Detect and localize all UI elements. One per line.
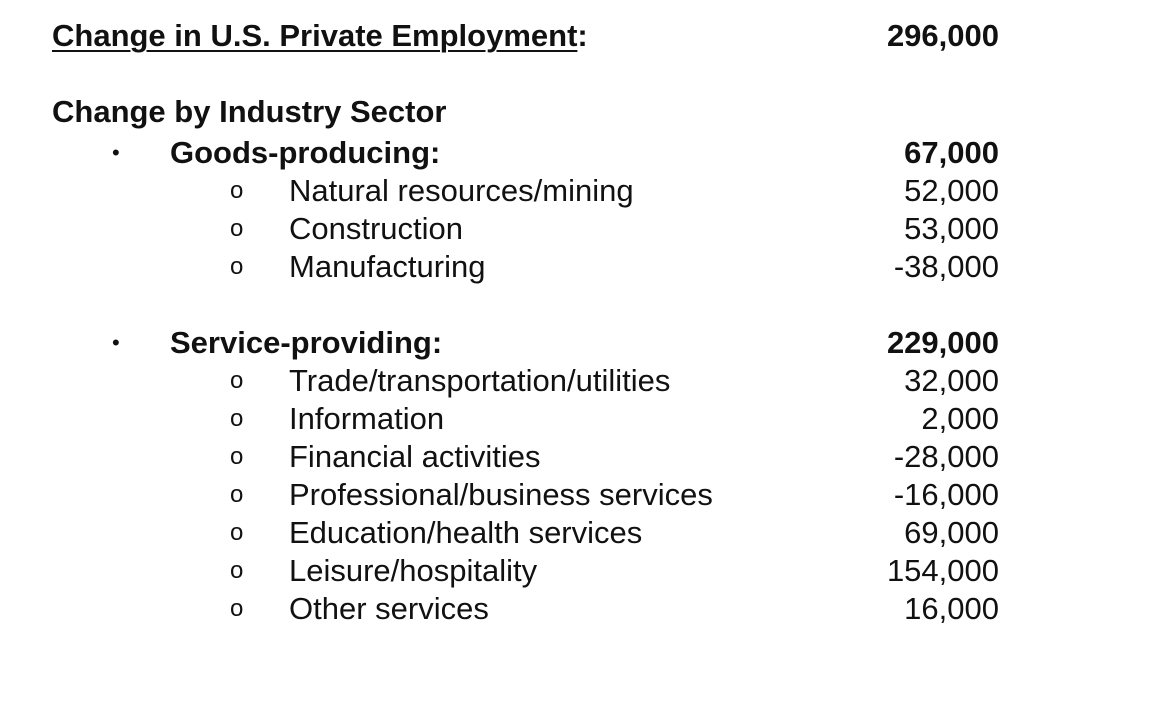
industry-value: -16,000	[893, 477, 999, 512]
sub-bullet-icon: o	[230, 595, 244, 622]
sub-bullet-icon: o	[230, 443, 244, 470]
industry-label: Trade/transportation/utilities	[289, 363, 671, 398]
industry-label: Education/health services	[289, 515, 643, 550]
industry-value: -28,000	[893, 439, 999, 474]
sector-label: Goods-producing:	[170, 135, 441, 170]
industry-value: 69,000	[904, 515, 999, 550]
total-employment-value: 296,000	[886, 18, 999, 53]
sub-bullet-icon: o	[230, 367, 244, 394]
sub-bullet-icon: o	[230, 405, 244, 432]
industry-label: Manufacturing	[289, 249, 486, 284]
sub-bullet-icon: o	[230, 215, 244, 242]
industry-value: 16,000	[904, 591, 999, 626]
industry-label: Natural resources/mining	[289, 173, 634, 208]
sub-bullet-icon: o	[230, 253, 244, 280]
industry-label: Other services	[289, 591, 489, 626]
sector-value: 67,000	[904, 135, 999, 170]
sub-bullet-icon: o	[230, 481, 244, 508]
industry-label: Leisure/hospitality	[289, 553, 538, 588]
industry-label: Information	[289, 401, 445, 436]
industry-value: 52,000	[904, 173, 999, 208]
title-colon: :	[577, 18, 588, 53]
industry-value: -38,000	[893, 249, 999, 284]
section-heading: Change by Industry Sector	[52, 94, 447, 129]
sector-value: 229,000	[886, 325, 999, 360]
industry-value: 2,000	[921, 401, 999, 436]
industry-value: 154,000	[886, 553, 999, 588]
bullet-icon: •	[112, 330, 120, 355]
industry-label: Professional/business services	[289, 477, 713, 512]
sub-bullet-icon: o	[230, 177, 244, 204]
sub-bullet-icon: o	[230, 519, 244, 546]
bullet-icon: •	[112, 140, 120, 165]
industry-value: 53,000	[904, 211, 999, 246]
sector-label: Service-providing:	[170, 325, 443, 360]
industry-value: 32,000	[904, 363, 999, 398]
title-text: Change in U.S. Private Employment	[52, 18, 578, 53]
sub-bullet-icon: o	[230, 557, 244, 584]
industry-label: Construction	[289, 211, 464, 246]
industry-label: Financial activities	[289, 439, 541, 474]
document-title	[52, 18, 588, 54]
